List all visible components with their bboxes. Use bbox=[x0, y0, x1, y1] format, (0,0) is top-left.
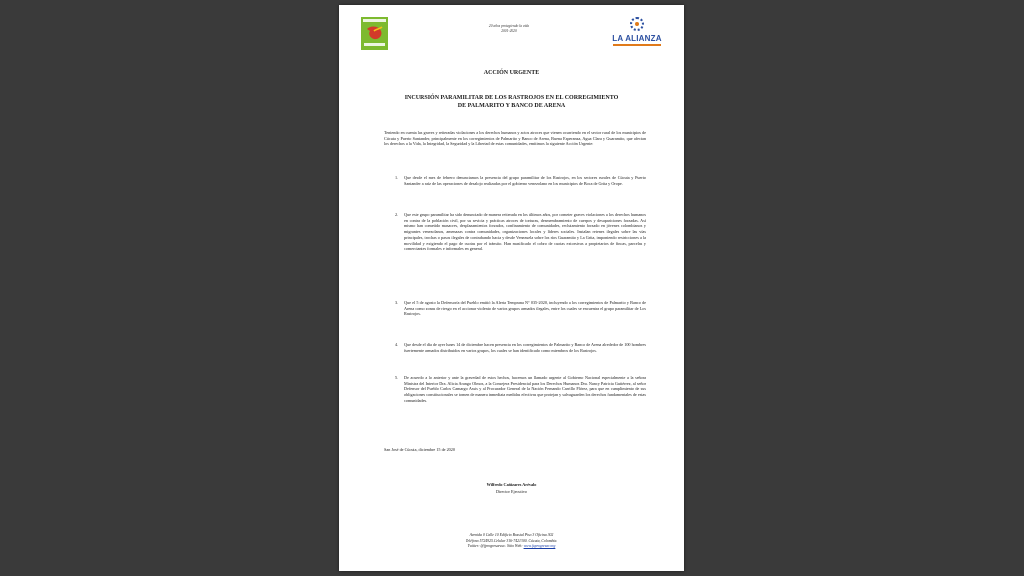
item-number: 4. bbox=[395, 342, 399, 347]
list-item bbox=[395, 175, 646, 186]
motto-line: 20 años protegiendo la vida bbox=[488, 24, 530, 28]
document-page bbox=[339, 5, 684, 571]
item-number: 2. bbox=[395, 212, 399, 217]
item-text: Que el 5 de agosto la Defensoría del Pueblo emitió la Alerta Temprana N° 035-2020, incluyendo a los corregimientos de Palmarito y Banco de Arena como zonas de riesgo en el accionar violento de varios grupos armados ilegales, entre los cuales se encuentra el grupo paramilitar de Los Rastrojos. bbox=[404, 300, 646, 317]
subtitle-line-1: INCURSIÓN PARAMILITAR DE LOS RASTROJOS EN EL CORREGIMIENTO bbox=[404, 95, 619, 101]
signer-title: Director Ejecutivo bbox=[495, 489, 528, 494]
intro-paragraph: Teniendo en cuenta las graves y reiteradas violaciones a los derechos humanos y actos atroces que vienen ocurriendo en el sector rural de los municipios de Cúcuta y Puerto Santander, principalmente en los corregimientos de Palmarito y Banco de Arena, Buena Esperanza, Agua Clara y Guaramito, que afectan los derechos a la Vida, la Integridad, la Seguridad y la Libertad de estas comunidades, emitimos la siguiente Acción Urgente: bbox=[384, 130, 646, 147]
document-title: ACCIÓN URGENTE bbox=[483, 70, 540, 76]
website-link[interactable]: www.fuprogresar.org bbox=[523, 544, 556, 548]
alianza-underline bbox=[613, 44, 661, 46]
list-item bbox=[395, 300, 646, 317]
item-text: Que desde el mes de febrero denunciamos la presencia del grupo paramilitar de los Rastrojos, en los sectores rurales de Cúcuta y Puerto Santander a raíz de las operaciones de desalojo realizadas por el gobierno venezolano en los municipios de Boca de Grita y Orope. bbox=[404, 175, 646, 186]
footer-social bbox=[339, 544, 684, 550]
footer-twitter: Twitter: @fprogresarcuc. Sitio Web: bbox=[467, 544, 524, 548]
footer-contact bbox=[339, 533, 684, 550]
list-item bbox=[395, 375, 646, 404]
subtitle-line-2: DE PALMARITO Y BANCO DE ARENA bbox=[457, 103, 566, 109]
alianza-logo-text: LA ALIANZA bbox=[612, 34, 662, 43]
item-text: Que este grupo paramilitar ha sido denunciado de manera reiterada en los últimos años, por cometer graves violaciones a los derechos humanos en contra de la población civil, por su sevicia y prácticas atroces de torturas, desmembramiento de cuerpos y desapariciones forzadas. Así mismo han cometido masacres, desplazamientos forzados, confinamiento de comunidades, reclutamiento forzado en jóvenes colombianos y migrantes venezolanos, amenazas contra comunidades, organizaciones locales y líderes sociales. Instalan retenes ilegales sobre las vías principales, trochas o pasos ilegales de contrabando hacia y desde Venezuela sobre los ríos Guaramito y La Grita, imponiendo restricciones a la movilidad y exigiendo el pago de cuotas por el tránsito. Han masificado el cobro de cuotas extorsivas a propietarios de fincas, parcelas y comerciantes formales e informales en general. bbox=[404, 212, 646, 252]
item-text: De acuerdo a lo anterior y ante la gravedad de estos hechos, hacemos un llamado urgente al Gobierno Nacional especialmente a la señora Ministra del Interior Dra. Alicia Arango Olmos, a la Consejera Presidencial para los Derechos Humanos Dra. Nancy Patricia Gutiérrez, al señor Defensor del Pueblo Carlos Camargo Assis y al Procurador General de la Nación Fernando Carrillo Flórez, para que en cumplimiento de sus obligaciones constitucionales se tomen de manera inmediata medidas efectivas que protejan y salvaguarden los derechos fundamentales de estas comunidades. bbox=[404, 375, 646, 403]
footer-address: Avenida 0 Calle 10 Edificio Bosstal Piso 3 Oficina 302 bbox=[469, 533, 554, 537]
list-item bbox=[395, 342, 646, 353]
motto-years: 2001-2020 bbox=[501, 29, 517, 33]
item-text: Que desde el día de ayer lunes 14 de diciembre hacen presencia en los corregimientos de Palmarito y Banco de Arena alrededor de 100 hombres fuertemente armados distribuidos en varios grupos, los cuales se han identificado como miembros de los Rastrojos. bbox=[404, 342, 646, 353]
item-number: 5. bbox=[395, 375, 399, 380]
footer-phone: Teléfono 5724925.Celular 316-7421300. Cúcuta, Colombia. bbox=[465, 538, 558, 543]
signer-name: Wilfredo Cañizares Arévalo bbox=[486, 482, 537, 487]
anniversary-motto bbox=[449, 24, 569, 34]
fundacion-progresar-logo bbox=[361, 17, 388, 50]
item-number: 1. bbox=[395, 175, 399, 180]
list-item bbox=[395, 212, 646, 252]
alianza-emblem-icon bbox=[630, 17, 644, 31]
item-number: 3. bbox=[395, 300, 399, 305]
dateline: San José de Cúcuta, diciembre 15 de 2020 bbox=[384, 447, 455, 452]
la-alianza-logo bbox=[607, 17, 667, 51]
